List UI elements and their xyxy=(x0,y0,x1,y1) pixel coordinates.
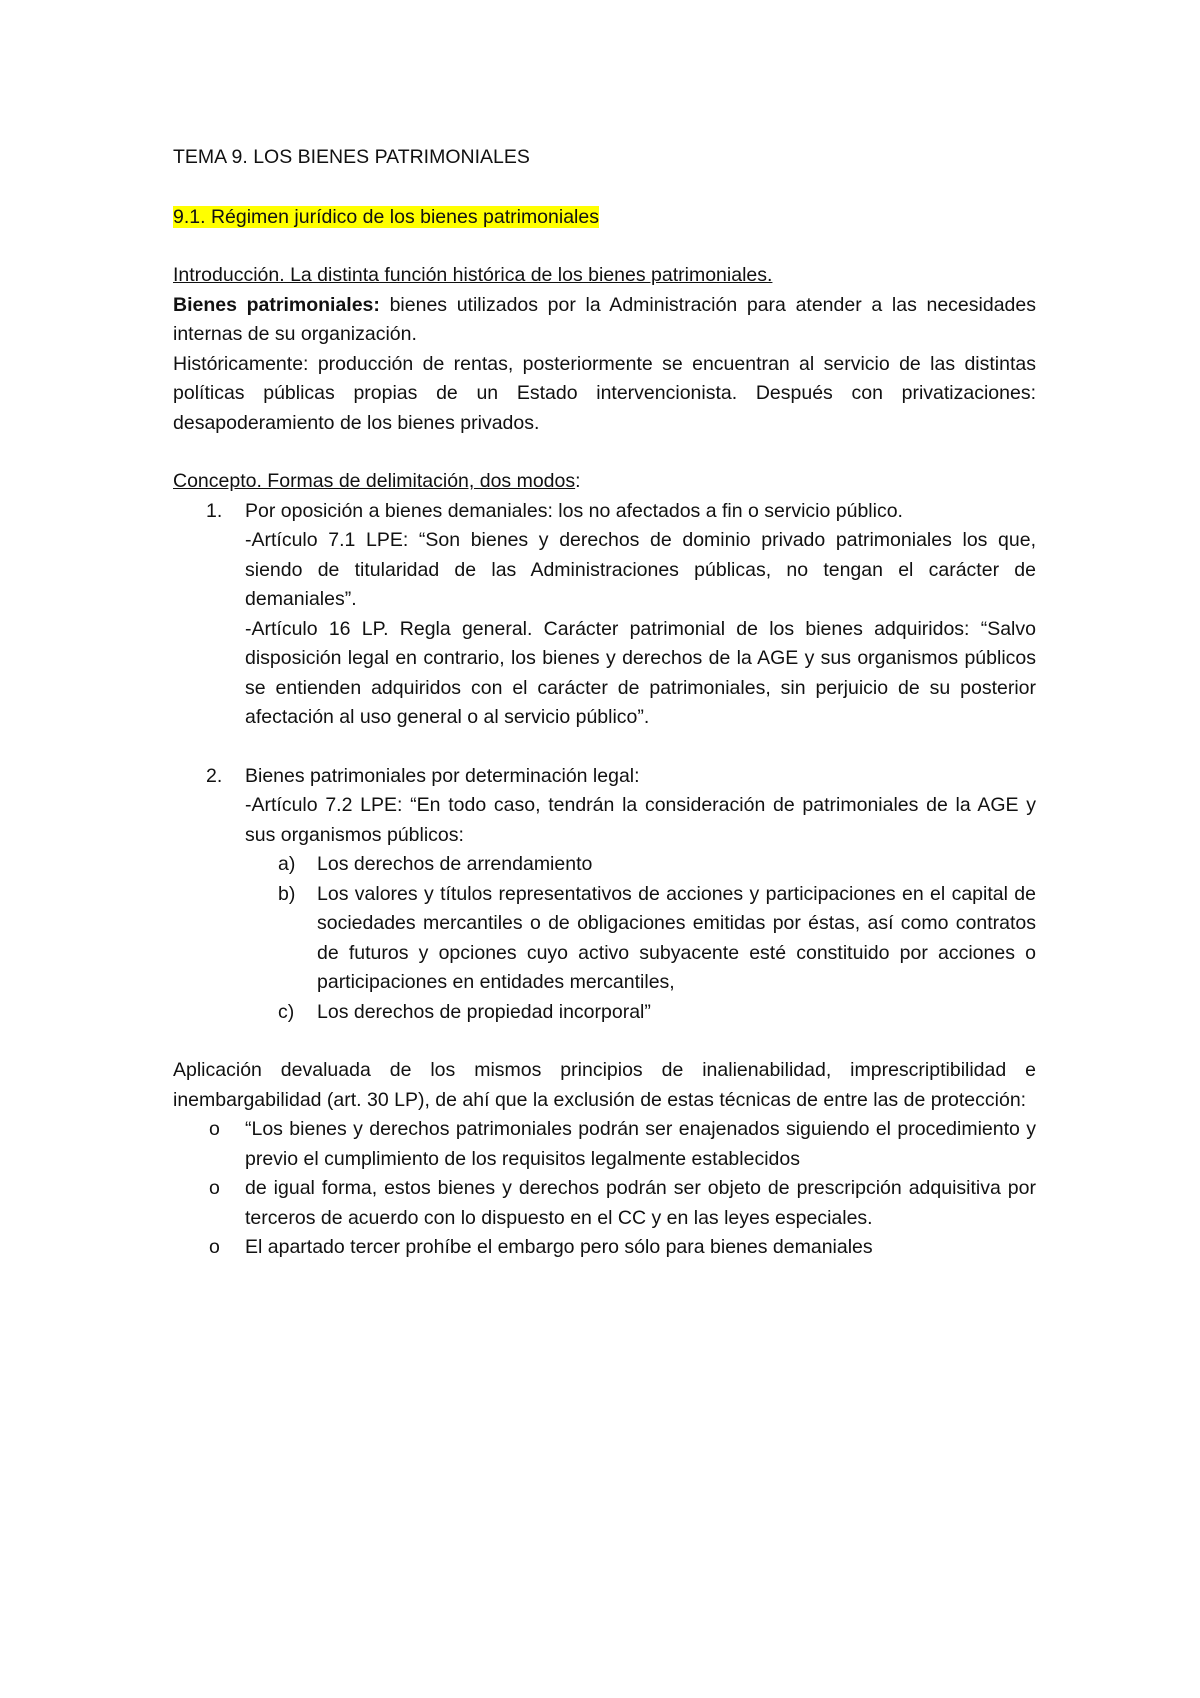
bullet-text: “Los bienes y derechos patrimoniales podrán ser enajenados siguiendo el procedimiento y previo el cumplimiento de los requisitos legalmente establecidos xyxy=(245,1118,1036,1170)
list-number: 2. xyxy=(206,764,223,787)
document-body xyxy=(173,143,1036,1263)
intro-history: Históricamente: producción de rentas, posteriormente se encuentran al servicio de las distintas políticas públicas propias de un Estado intervencionista. Después con privatizaciones: desapoderamiento de los bienes privados. xyxy=(173,352,1036,434)
document-title: TEMA 9. LOS BIENES PATRIMONIALES xyxy=(173,146,530,168)
concept-item-lead: Por oposición a bienes demaniales: los no afectados a fin o servicio público. xyxy=(245,499,903,522)
article-quote: -Artículo 7.2 LPE: “En todo caso, tendrán la consideración de patrimoniales de la AGE y sus organismos públicos: xyxy=(245,794,1036,846)
concept-item-1 xyxy=(173,497,1036,733)
intro-heading: Introducción. La distinta función histórica de los bienes patrimoniales. xyxy=(173,264,773,286)
intro-term: Bienes patrimoniales: xyxy=(173,293,380,316)
bullet-item xyxy=(173,1233,1036,1263)
circle-bullet-icon: o xyxy=(209,1177,220,1199)
application-paragraph: Aplicación devaluada de los mismos principios de inalienabilidad, imprescriptibilidad e inembargabilidad (art. 30 LP), de ahí que la exclusión de estas técnicas de entre las de protección: xyxy=(173,1059,1036,1111)
lettered-item xyxy=(245,880,1036,998)
bullet-item xyxy=(173,1115,1036,1174)
circle-bullet-icon: o xyxy=(209,1118,220,1140)
concept-heading-text: Concepto. Formas de delimitación, dos modos xyxy=(173,470,576,492)
lettered-item xyxy=(245,850,1036,880)
article-quote: -Artículo 16 LP. Regla general. Carácter patrimonial de los bienes adquiridos: “Salvo disposición legal en contrario, los bienes y derechos de la AGE y sus organismos públicos se entienden adquiridos con el carácter de patrimoniales, sin perjuicio de su posterior afectación al uso general o al servicio público”. xyxy=(245,617,1036,728)
concept-heading xyxy=(173,467,1036,497)
list-number: 1. xyxy=(206,499,223,522)
circle-bullet-icon: o xyxy=(209,1236,220,1258)
article-quote: -Artículo 7.1 LPE: “Son bienes y derechos de dominio privado patrimoniales los que, siendo de titularidad de las Administraciones públicas, no tengan el carácter de demaniales”. xyxy=(245,529,1036,610)
list-letter: c) xyxy=(278,1000,295,1023)
list-letter: b) xyxy=(278,882,296,905)
lettered-item-text: Los derechos de arrendamiento xyxy=(317,853,593,875)
section-heading xyxy=(173,203,1036,233)
bullet-item xyxy=(173,1174,1036,1233)
concept-item-2 xyxy=(173,762,1036,1028)
concept-heading-colon: : xyxy=(575,470,581,492)
concept-item-lead: Bienes patrimoniales por determinación legal: xyxy=(245,764,640,787)
bullet-text: El apartado tercer prohíbe el embargo pero sólo para bienes demaniales xyxy=(245,1236,873,1258)
bullet-text: de igual forma, estos bienes y derechos podrán ser objeto de prescripción adquisitiva por terceros de acuerdo con lo dispuesto en el CC y en las leyes especiales. xyxy=(245,1177,1036,1229)
lettered-item-text: Los derechos de propiedad incorporal” xyxy=(317,1000,651,1023)
intro-definition-text: bienes utilizados por la Administración para atender a las necesidades internas de su organización. xyxy=(173,293,1036,345)
application-bullets xyxy=(173,1115,1036,1263)
concept-list xyxy=(173,497,1036,1028)
lettered-list xyxy=(245,850,1036,1027)
lettered-item xyxy=(245,998,1036,1028)
intro-definition xyxy=(173,291,1036,350)
section-heading-highlight: 9.1. Régimen jurídico de los bienes patrimoniales xyxy=(173,205,599,228)
list-letter: a) xyxy=(278,853,296,875)
lettered-item-text: Los valores y títulos representativos de acciones y participaciones en el capital de sociedades mercantiles o de obligaciones emitidas por éstas, así como contratos de futuros y opciones cuyo activo subyacente esté constituido por acciones o participaciones en entidades mercantiles, xyxy=(317,882,1036,993)
